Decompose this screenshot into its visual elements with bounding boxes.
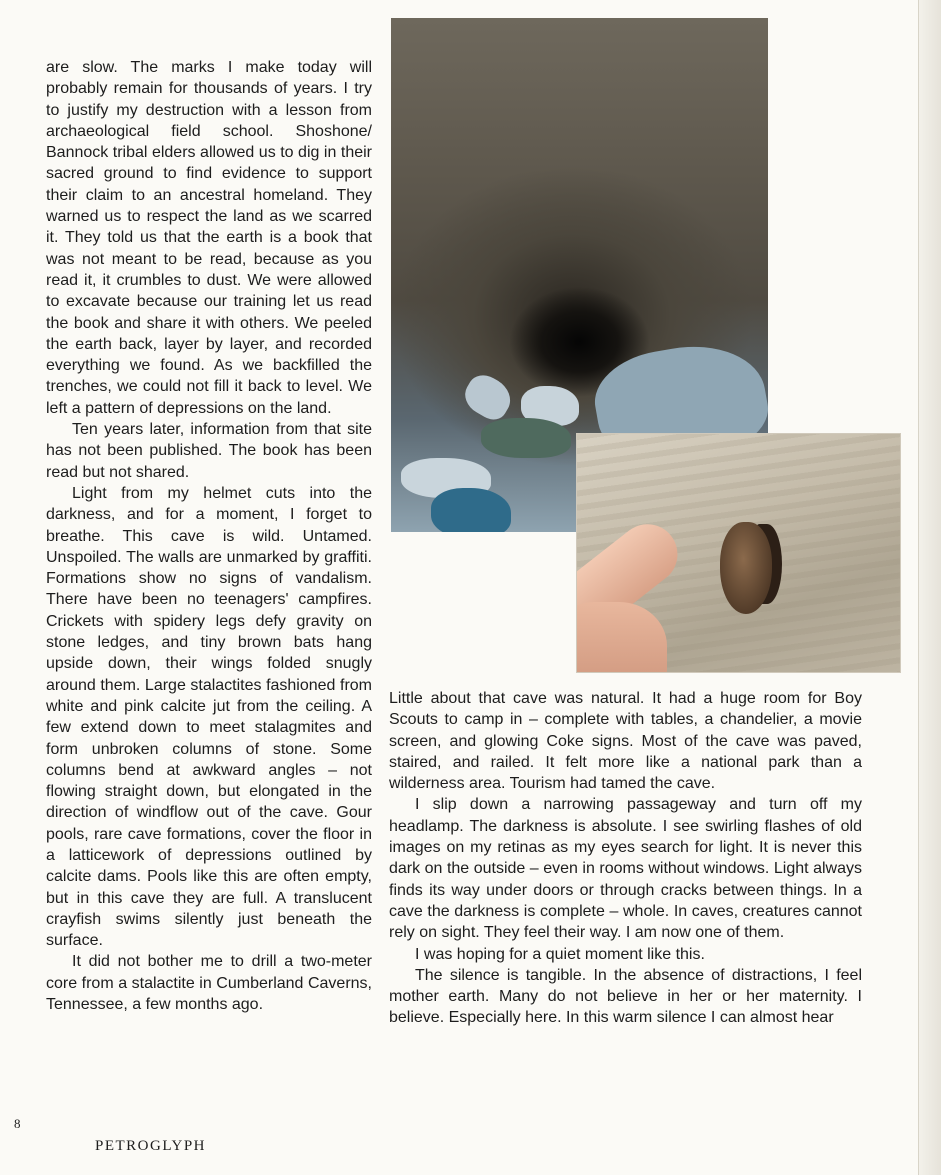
- right-text-column: [389, 688, 862, 1029]
- water-pool: [481, 418, 571, 458]
- paragraph: I slip down a narrowing passageway and turn off my headlamp. The darkness is absolute. I see swirling flashes of old images on my retinas as my eyes search for light. It is never this dark on the outside – even in rooms without windows. Light always finds its way under doors or through cracks between things. In a cave the darkness is complete – whole. In caves, creatures cannot rely on sight. They feel their way. I am now one of them.: [389, 796, 862, 942]
- hand: [576, 602, 667, 673]
- paragraph: The silence is tangible. In the absence of distractions, I feel mother earth. Many do not believe in her or her maternity. I believe. Especially here. In this warm silence I can almost hear: [389, 966, 862, 1027]
- paragraph: Little about that cave was natural. It had a huge room for Boy Scouts to camp in – complete with tables, a chandelier, a movie screen, and glowing Coke signs. Most of the cave was paved, staired, and railed. It felt more like a national park than a wilderness area. Tourism had tamed the cave.: [389, 690, 862, 793]
- paragraph: Ten years later, information from that site has not been published. The book has been read but not shared.: [46, 421, 372, 481]
- paragraph: It did not bother me to drill a two-meter core from a stalactite in Cumberland Caverns, Tennessee, a few months ago.: [46, 953, 372, 1014]
- bat-photo: [576, 433, 901, 673]
- bat: [720, 522, 772, 614]
- rock-shape: [431, 488, 511, 532]
- paragraph: I was hoping for a quiet moment like this.: [415, 945, 705, 963]
- paragraph: Light from my helmet cuts into the darkness, and for a moment, I forget to breathe. This cave is wild. Untamed. Unspoiled. The walls are unmarked by graffiti. Formations show no signs of vandalism. There have been no teenagers' campfires. Crickets with spidery legs defy gravity on stone ledges, and tiny brown bats hang upside down, their wings folded snugly around them. Large stalactites fashioned from white and pink calcite jut from the ceiling. A few extend down to meet stalagmites and form unbroken columns of stone. Some columns bend at awkward angles – not flowing straight down, but elongated in the direction of windflow out of the cave. Gour pools, rare cave formations, cover the floor in a latticework of depressions outlined by calcite dams. Pools like this are often empty, but in this cave they are full. A translucent crayfish swims silently just beneath the surface.: [46, 484, 372, 950]
- paragraph: are slow. The marks I make today will probably remain for thousands of years. I try to justify my destruction with a lesson from archaeological field school. Shoshone/ Bannock tribal elders allowed us to dig in their sacred ground to find evidence to support their claim to an ancestral homeland. They warned us to respect the land as we scarred it. They told us that the earth is a book that was not meant to be read, because as you read it, it crumbles to dust. We were allowed to excavate because our training let us read the book and share it with others. We peeled the earth back, layer by layer, and recorded everything we found. As we backfilled the trenches, we could not fill it back to level. We left a pattern of depressions on the land.: [46, 59, 372, 417]
- left-text-column: [46, 57, 372, 1015]
- rock-shape: [459, 369, 518, 425]
- page-edge: [918, 0, 941, 1175]
- page-number: 8: [14, 1116, 21, 1131]
- magazine-name: PETROGLYPH: [95, 1138, 207, 1154]
